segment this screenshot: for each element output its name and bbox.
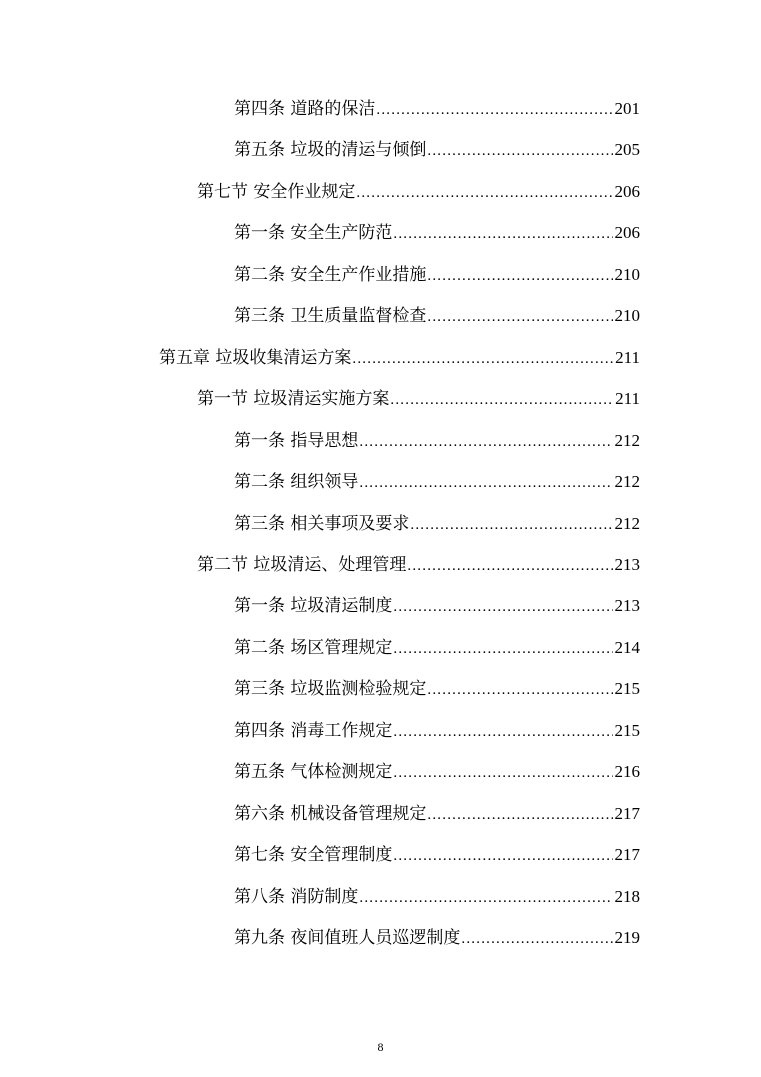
toc-dot-leader bbox=[393, 636, 612, 662]
toc-entry-label: 第七条 安全管理制度 bbox=[234, 845, 393, 866]
toc-entry-label: 第三条 相关事项及要求 bbox=[234, 513, 410, 534]
toc-entry-page-number: 212 bbox=[614, 430, 640, 450]
toc-entry[interactable] bbox=[234, 635, 640, 661]
toc-dot-leader bbox=[407, 553, 612, 579]
toc-dot-leader bbox=[393, 760, 612, 786]
toc-dot-leader bbox=[359, 470, 612, 496]
toc-entry[interactable] bbox=[234, 262, 640, 288]
toc-entry-page-number: 213 bbox=[614, 554, 640, 574]
toc-entry-label: 第九条 夜间值班人员巡逻制度 bbox=[234, 928, 461, 948]
toc-dot-leader bbox=[427, 263, 612, 289]
toc-entry[interactable] bbox=[234, 303, 640, 329]
toc-entry-page-number: 219 bbox=[614, 928, 640, 947]
toc-entry-page-number: 215 bbox=[614, 679, 640, 699]
toc-dot-leader bbox=[393, 843, 612, 869]
toc-dot-leader bbox=[352, 346, 613, 372]
toc-entry[interactable] bbox=[234, 925, 640, 951]
toc-dot-leader bbox=[427, 138, 612, 164]
toc-entry-label: 第二条 组织领导 bbox=[234, 472, 359, 493]
toc-entry-label: 第五条 垃圾的清运与倾倒 bbox=[234, 140, 427, 161]
toc-entry-page-number: 211 bbox=[615, 347, 640, 367]
toc-entry[interactable] bbox=[234, 676, 640, 702]
toc-entry-page-number: 206 bbox=[614, 181, 640, 201]
toc-dot-leader bbox=[393, 221, 612, 247]
toc-entry-label: 第二节 垃圾清运、处理管理 bbox=[197, 554, 407, 575]
toc-entry[interactable] bbox=[197, 179, 640, 205]
toc-dot-leader bbox=[427, 802, 612, 828]
toc-entry-page-number: 201 bbox=[614, 99, 640, 118]
toc-entry[interactable] bbox=[234, 220, 640, 246]
toc-entry-page-number: 214 bbox=[614, 637, 640, 657]
toc-entry-page-number: 217 bbox=[614, 845, 640, 865]
toc-entry[interactable] bbox=[197, 552, 640, 578]
toc-entry-label: 第七节 安全作业规定 bbox=[197, 181, 356, 202]
toc-entry[interactable] bbox=[234, 593, 640, 619]
toc-entry-label: 第六条 机械设备管理规定 bbox=[234, 803, 427, 824]
toc-dot-leader bbox=[393, 719, 612, 745]
toc-entry-page-number: 218 bbox=[614, 886, 640, 906]
toc-dot-leader bbox=[356, 180, 612, 206]
toc-entry-label: 第五章 垃圾收集清运方案 bbox=[159, 347, 352, 368]
toc-entry-page-number: 211 bbox=[615, 389, 640, 409]
page-number: 8 bbox=[377, 1040, 384, 1054]
toc-entry[interactable] bbox=[234, 428, 640, 454]
toc-dot-leader bbox=[427, 304, 612, 330]
toc-entry[interactable] bbox=[234, 842, 640, 868]
toc-entry-page-number: 216 bbox=[614, 762, 640, 782]
toc-entry-label: 第二条 场区管理规定 bbox=[234, 637, 393, 658]
toc-entry[interactable] bbox=[234, 801, 640, 827]
toc-entry[interactable] bbox=[234, 469, 640, 495]
toc-dot-leader bbox=[359, 429, 612, 455]
toc-entry[interactable] bbox=[234, 884, 640, 910]
toc-entry-page-number: 206 bbox=[614, 223, 640, 243]
toc-entry-label: 第一条 指导思想 bbox=[234, 430, 359, 451]
toc-entry-label: 第三条 垃圾监测检验规定 bbox=[234, 679, 427, 700]
toc-entry-label: 第二条 安全生产作业措施 bbox=[234, 264, 427, 285]
toc-dot-leader bbox=[393, 594, 612, 620]
toc-entry[interactable] bbox=[234, 511, 640, 537]
toc-entry-page-number: 215 bbox=[614, 720, 640, 740]
toc-entry-label: 第一条 垃圾清运制度 bbox=[234, 596, 393, 617]
toc-entry-page-number: 210 bbox=[614, 264, 640, 284]
toc-entry-page-number: 213 bbox=[614, 596, 640, 616]
toc-entry-label: 第四条 消毒工作规定 bbox=[234, 720, 393, 741]
toc-entry[interactable] bbox=[234, 759, 640, 785]
toc-entry[interactable] bbox=[234, 718, 640, 744]
toc-entry[interactable] bbox=[234, 96, 640, 122]
toc-entry-label: 第一条 安全生产防范 bbox=[234, 223, 393, 244]
toc-dot-leader bbox=[359, 885, 612, 911]
toc-dot-leader bbox=[427, 677, 612, 703]
toc-entry[interactable] bbox=[197, 386, 640, 412]
toc-dot-leader bbox=[390, 387, 613, 413]
toc-dot-leader bbox=[376, 97, 612, 123]
toc-entry-label: 第五条 气体检测规定 bbox=[234, 762, 393, 783]
toc-dot-leader bbox=[461, 926, 612, 952]
toc-entry-page-number: 212 bbox=[614, 472, 640, 492]
toc-entry-label: 第三条 卫生质量监督检查 bbox=[234, 306, 427, 327]
toc-entry-page-number: 217 bbox=[614, 803, 640, 823]
toc-entry[interactable] bbox=[234, 137, 640, 163]
toc-entry-label: 第八条 消防制度 bbox=[234, 886, 359, 907]
toc-entry-label: 第四条 道路的保洁 bbox=[234, 99, 376, 119]
toc-entry-page-number: 210 bbox=[614, 306, 640, 326]
toc-dot-leader bbox=[410, 512, 612, 538]
toc-entry-label: 第一节 垃圾清运实施方案 bbox=[197, 389, 390, 410]
toc-entry[interactable] bbox=[159, 345, 640, 371]
toc-entry-page-number: 212 bbox=[614, 513, 640, 533]
toc-entry-page-number: 205 bbox=[614, 140, 640, 160]
